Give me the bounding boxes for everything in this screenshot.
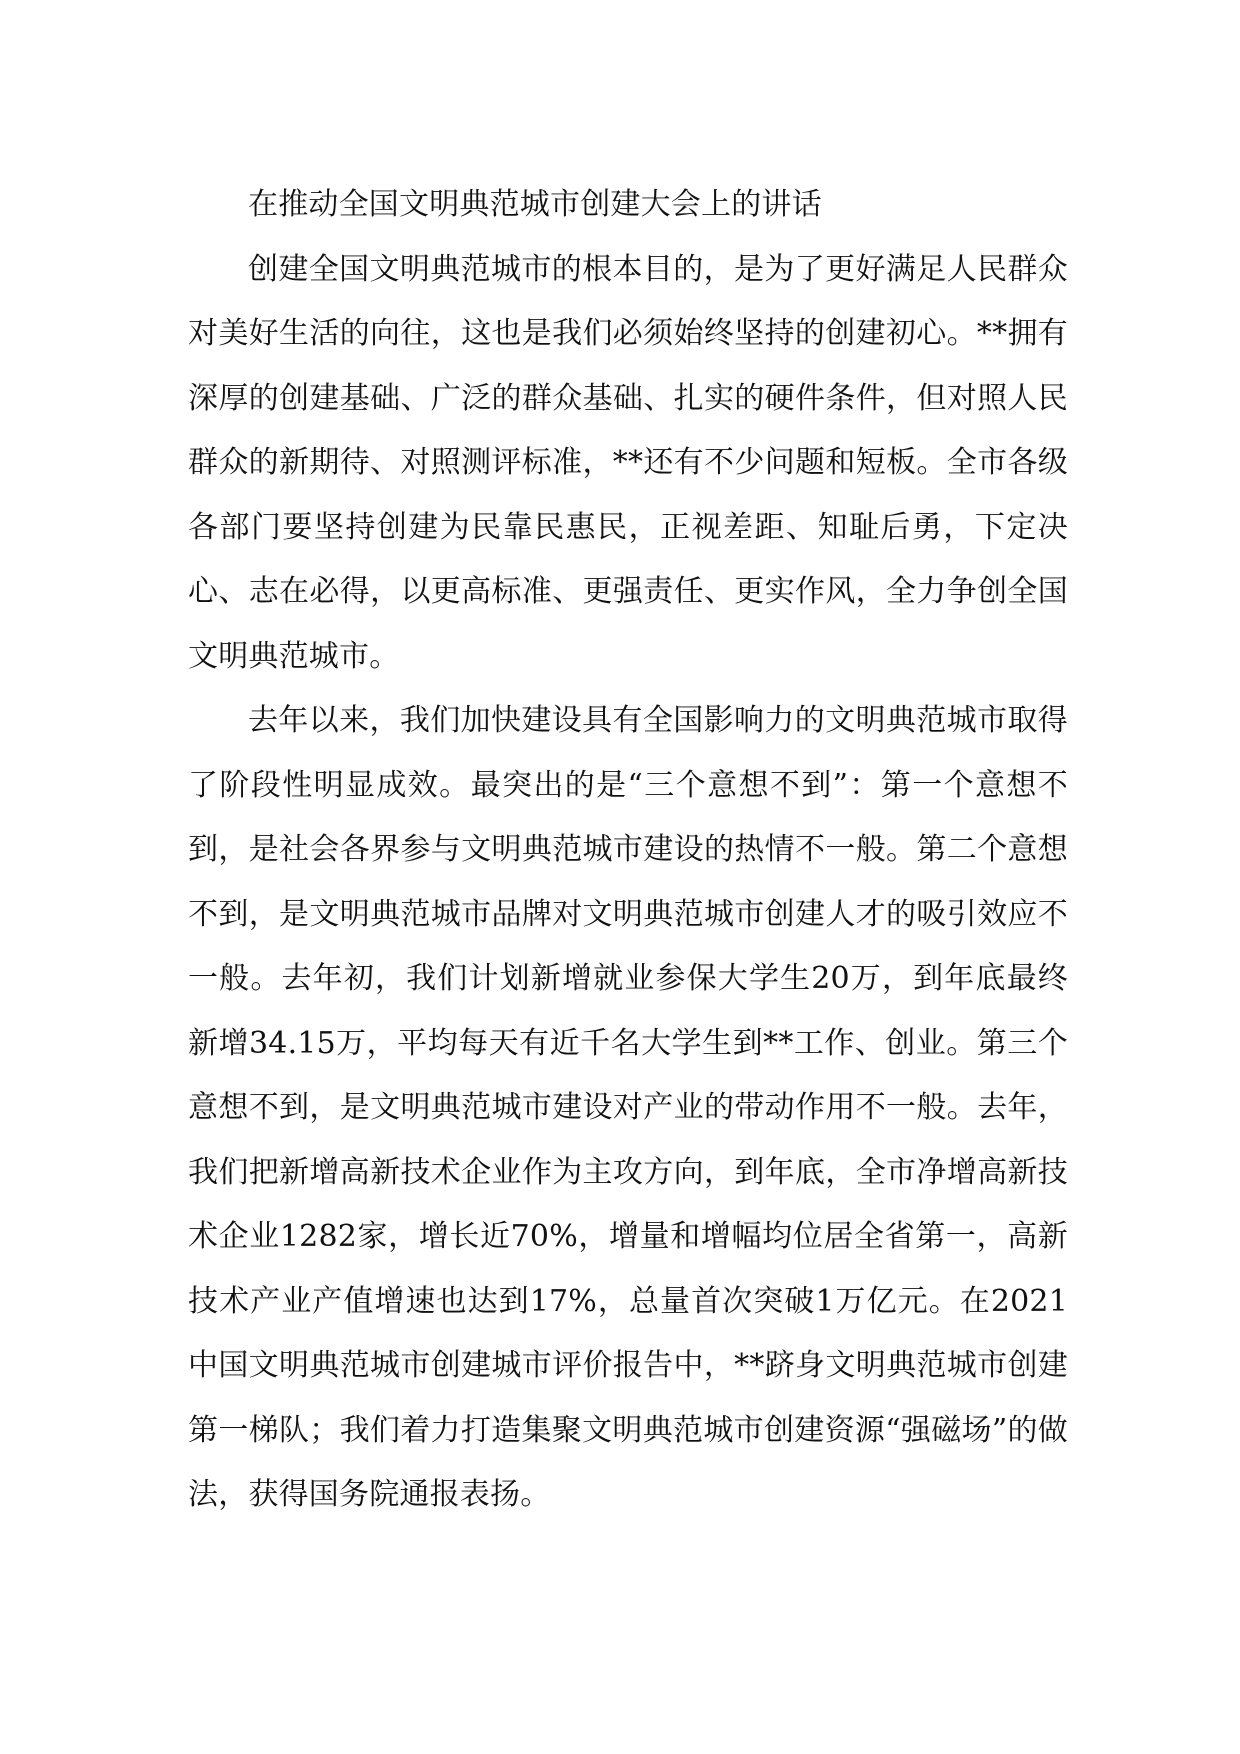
document-title: 在推动全国文明典范城市创建大会上的讲话 <box>248 187 822 222</box>
paragraph-1: 创建全国文明典范城市的根本目的，是为了更好满足人民群众对美好生活的向往，这也是我们必须始终坚持的创建初心。**拥有深厚的创建基础、广泛的群众基础、扎实的硬件条件，但对照人民群众的新期待、对照测评标准，**还有不少问题和短板。全市各级各部门要坚持创建为民靠民惠民，正视差距、知耻后勇，下定决心、志在必得，以更高标准、更强责任、更实作风，全力争创全国文明典范城市。 <box>188 251 1068 674</box>
document-body <box>188 173 1068 1528</box>
paragraph-2: 去年以来，我们加快建设具有全国影响力的文明典范城市取得了阶段性明显成效。最突出的是“三个意想不到”：第一个意想不到，是社会各界参与文明典范城市建设的热情不一般。第二个意想不到，是文明典范城市品牌对文明典范城市创建人才的吸引效应不一般。去年初，我们计划新增就业参保大学生20万，到年底最终新增34.15万，平均每天有近千名大学生到**工作、创业。第三个意想不到，是文明典范城市建设对产业的带动作用不一般。去年，我们把新增高新技术企业作为主攻方向，到年底，全市净增高新技术企业1282家，增长近70%，增量和增幅均位居全省第一，高新技术产业产值增速也达到17%，总量首次突破1万亿元。在2021中国文明典范城市创建城市评价报告中，**跻身文明典范城市创建第一梯队；我们着力打造集聚文明典范城市创建资源“强磁场”的做法，获得国务院通报表扬。 <box>188 703 1068 1512</box>
